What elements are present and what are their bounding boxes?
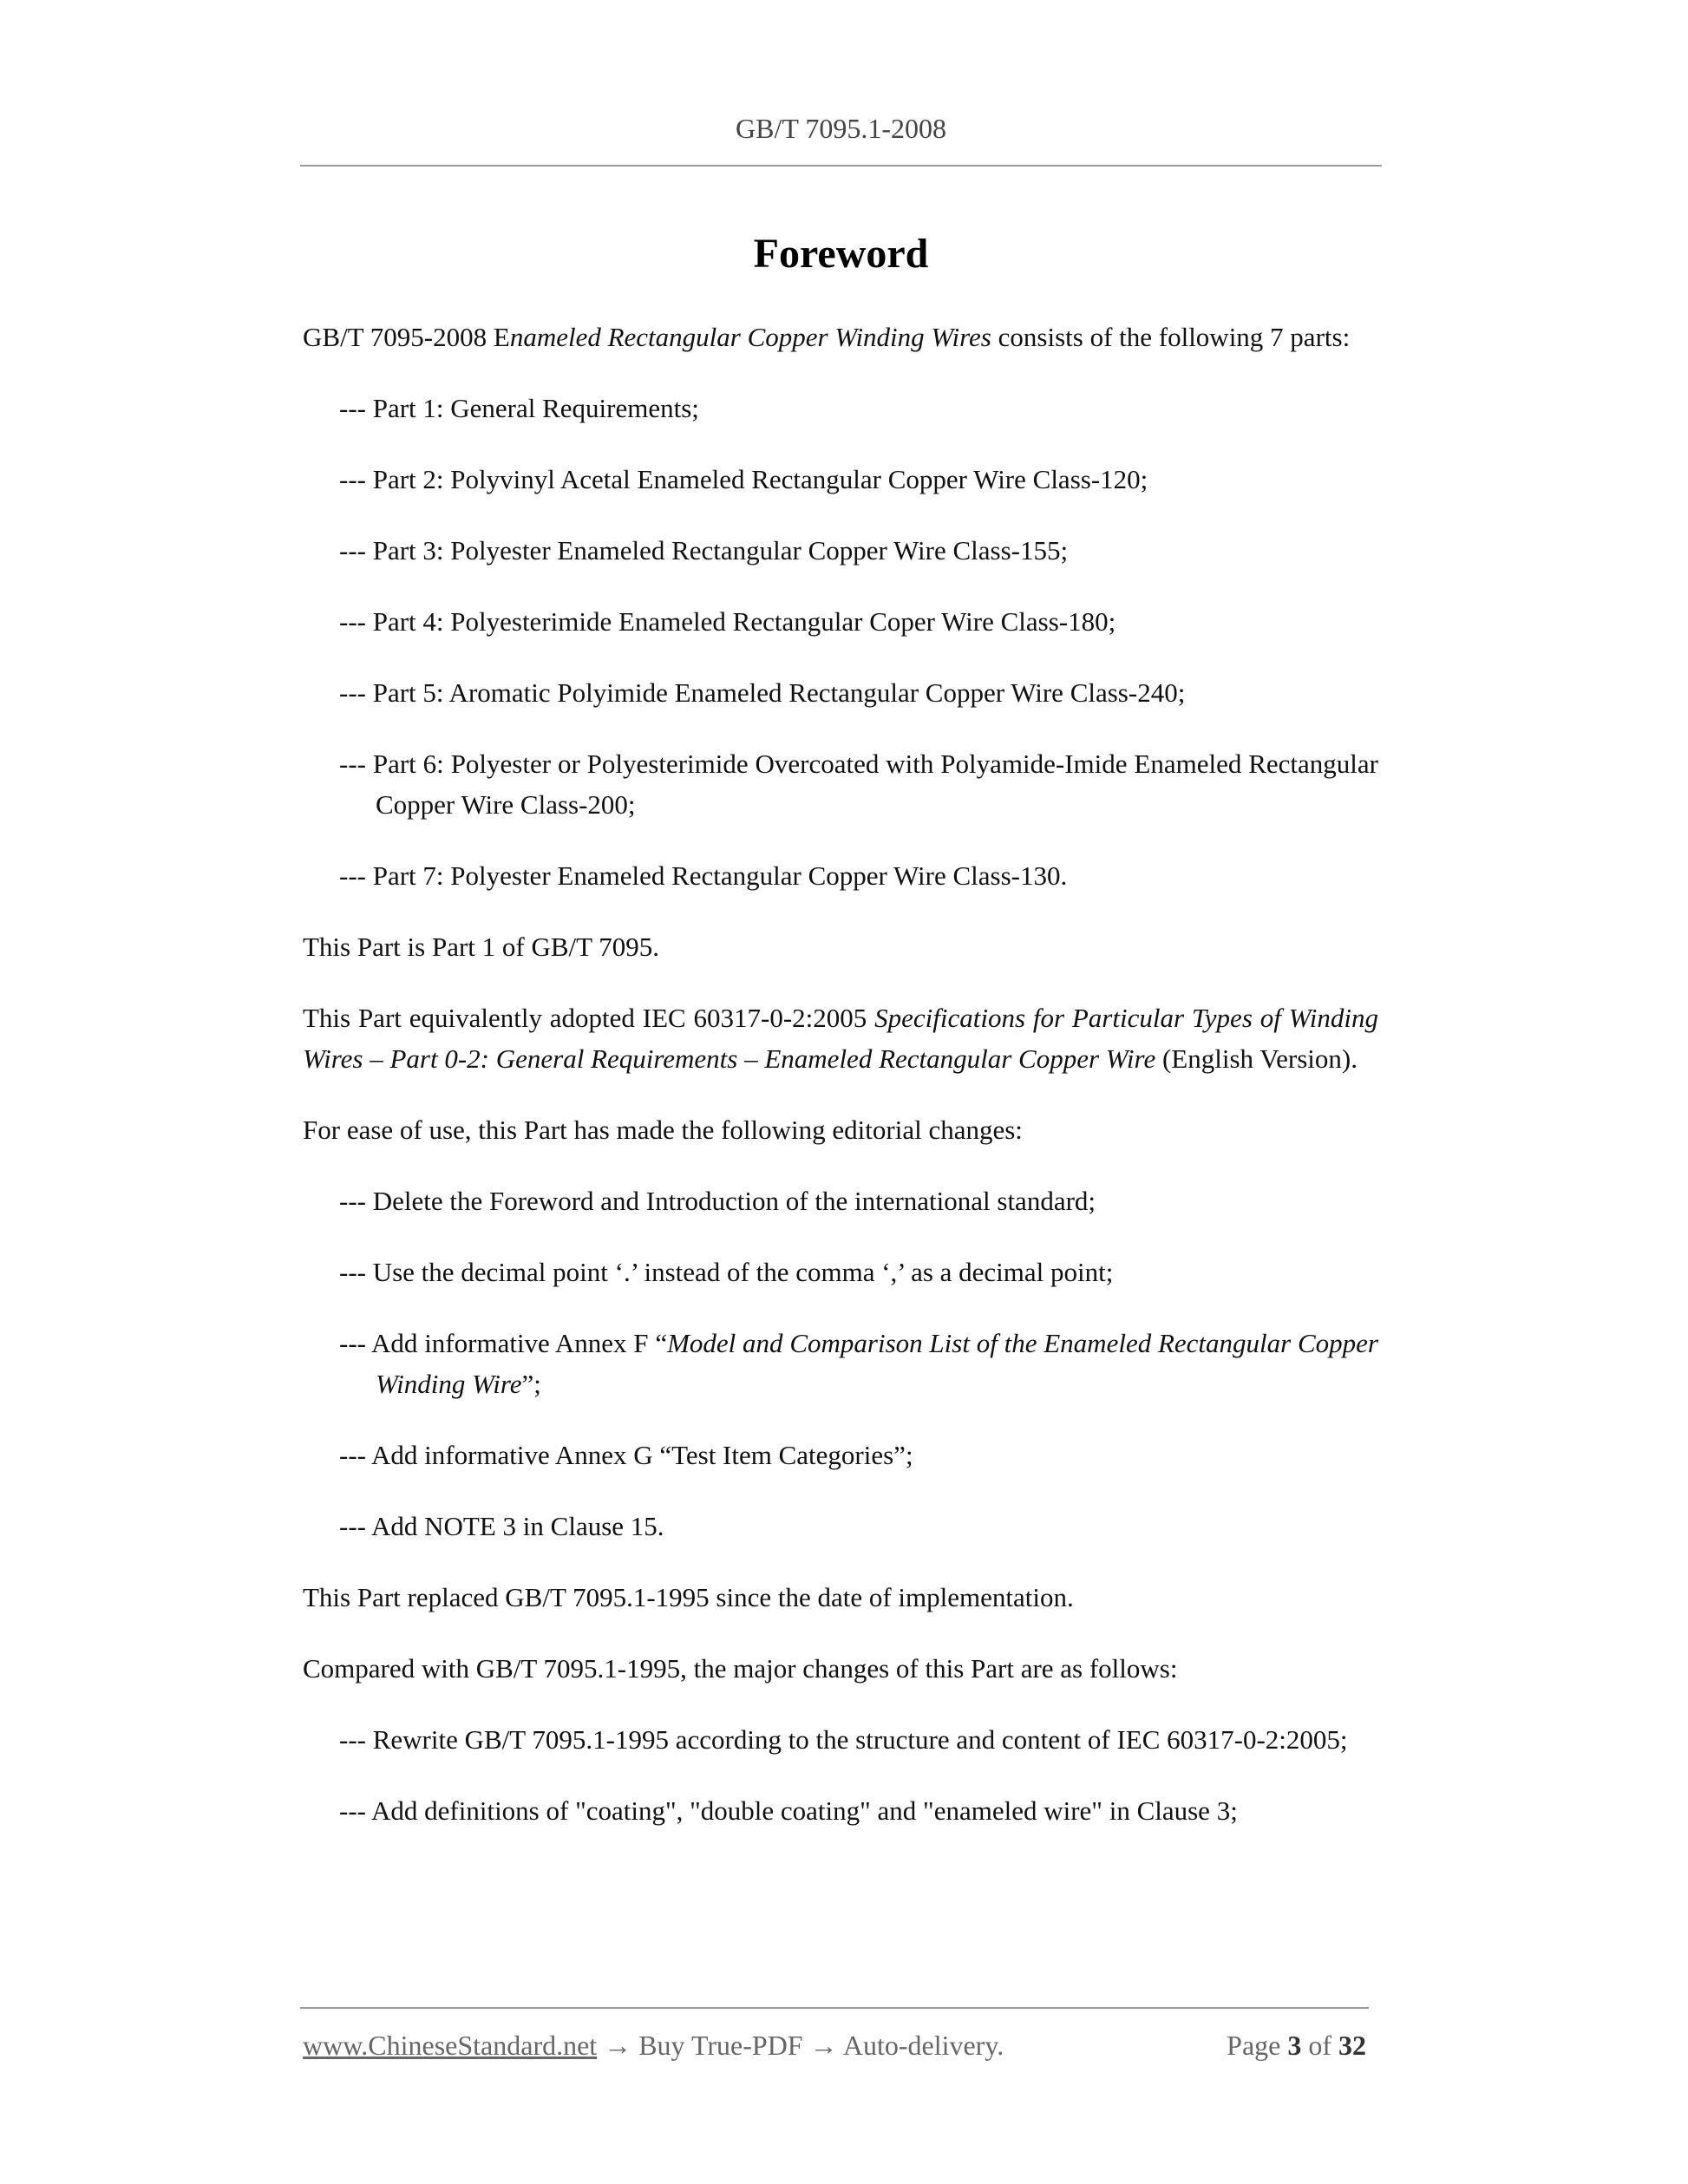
page-of: of	[1301, 2030, 1338, 2061]
intro-code: GB/T 7095-2008 E	[303, 322, 510, 352]
major-change-item: --- Rewrite GB/T 7095.1-1995 according to the structure and content of IEC 60317-0-2:2005;	[339, 1724, 1348, 1755]
editorial-change-item: --- Add NOTE 3 in Clause 15.	[339, 1511, 664, 1541]
document-body	[303, 317, 1378, 1831]
major-changes-intro: Compared with GB/T 7095.1-1995, the major changes of this Part are as follows:	[303, 1653, 1178, 1684]
editorial-intro: For ease of use, this Part has made the following editorial changes:	[303, 1115, 1023, 1145]
part-list-item: --- Part 7: Polyester Enameled Rectangular Copper Wire Class-130.	[339, 860, 1068, 891]
part-list-item: --- Part 1: General Requirements;	[339, 393, 699, 423]
annex-f-lead: --- Add informative Annex F “	[339, 1328, 668, 1358]
replacement-statement: This Part replaced GB/T 7095.1-1995 since the date of implementation.	[303, 1582, 1074, 1612]
footer-promo-text: → Buy True-PDF → Auto-delivery.	[597, 2030, 1004, 2061]
running-header	[300, 102, 1382, 167]
intro-standard-title: nameled Rectangular Copper Winding Wires	[509, 322, 991, 352]
annex-f-tail: ”;	[521, 1369, 541, 1399]
page-label: Page	[1227, 2030, 1288, 2061]
editorial-change-item: --- Use the decimal point ‘.’ instead of the comma ‘,’ as a decimal point;	[339, 1257, 1114, 1287]
intro-rest: consists of the following 7 parts:	[991, 322, 1351, 352]
site-link[interactable]: www.ChineseStandard.net	[303, 2030, 598, 2061]
editorial-change-item: --- Add informative Annex G “Test Item Categories”;	[339, 1440, 913, 1470]
major-change-item: --- Add definitions of "coating", "double coating" and "enameled wire" in Clause 3;	[339, 1795, 1238, 1826]
adoption-lead: This Part equivalently adopted IEC 60317-0-2:2005	[303, 1003, 875, 1033]
adoption-iec-title: Specifications for Particular Types of Winding Wires – Part 0-2: General Requirements – Enameled Rectangular Copper Wire	[303, 1003, 1378, 1074]
intro-paragraph	[303, 317, 1378, 357]
page-title: Foreword	[753, 231, 929, 277]
part-list-item: --- Part 6: Polyester or Polyesterimide Overcoated with Polyamide-Imide Enameled Rectangular Copper Wire Class-200;	[339, 749, 1378, 820]
adoption-tail: (English Version).	[1155, 1043, 1358, 1074]
part-statement: This Part is Part 1 of GB/T 7095.	[303, 932, 660, 962]
editorial-change-item: --- Delete the Foreword and Introduction of the international standard;	[339, 1186, 1096, 1216]
page-number	[1227, 2026, 1366, 2064]
part-list-item: --- Part 2: Polyvinyl Acetal Enameled Rectangular Copper Wire Class-120;	[339, 464, 1148, 494]
part-list-item: --- Part 5: Aromatic Polyimide Enameled Rectangular Copper Wire Class-240;	[339, 677, 1186, 708]
part-list-item: --- Part 4: Polyesterimide Enameled Rectangular Coper Wire Class-180;	[339, 606, 1116, 637]
footer-promo	[303, 2026, 1004, 2064]
page-current: 3	[1287, 2030, 1302, 2061]
footer-divider	[300, 2007, 1369, 2009]
editorial-change-item	[339, 1323, 1378, 1404]
adoption-paragraph	[303, 997, 1378, 1079]
annex-f-title: Model and Comparison List of the Enameled Rectangular Copper Winding Wire	[376, 1328, 1378, 1399]
header-doc-code: GB/T 7095.1-2008	[736, 113, 946, 144]
part-list-item: --- Part 3: Polyester Enameled Rectangular Copper Wire Class-155;	[339, 535, 1069, 566]
page-total: 32	[1338, 2030, 1366, 2061]
